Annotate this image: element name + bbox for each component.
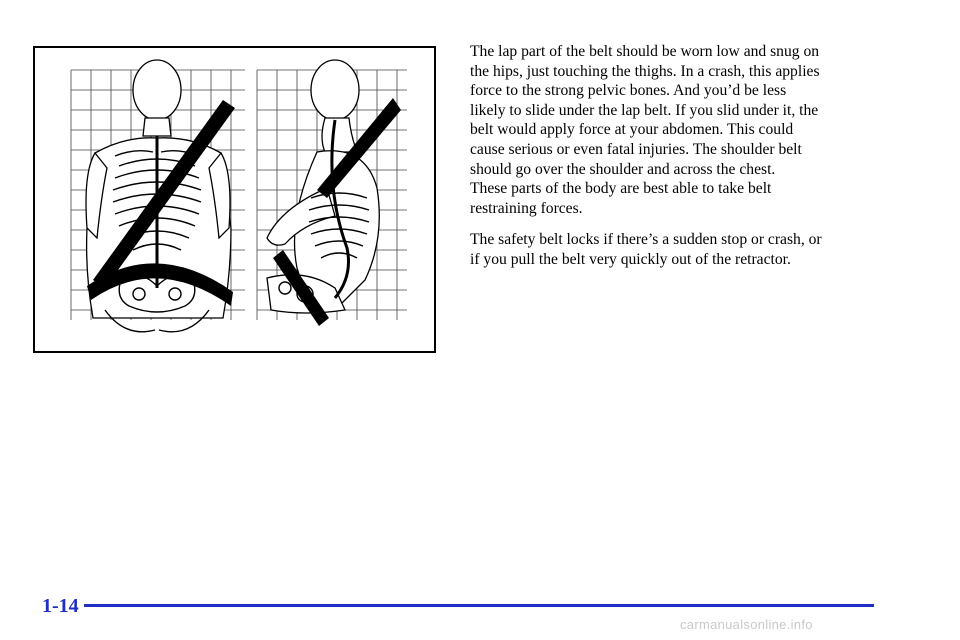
text-line: should go over the shoulder and across the chest. <box>470 160 776 178</box>
seat-belt-illustration <box>33 46 436 353</box>
text-line: cause serious or even fatal injuries. The shoulder belt <box>470 140 802 158</box>
paragraph-lap-belt <box>470 42 880 218</box>
footer-rule <box>84 604 874 607</box>
text-line: the hips, just touching the thighs. In a crash, this applies <box>470 62 820 80</box>
text-line: likely to slide under the lap belt. If you slid under it, the <box>470 101 819 119</box>
text-line: restraining forces. <box>470 199 583 217</box>
seat-belt-skeleton-illustration-icon <box>35 48 434 351</box>
text-line: These parts of the body are best able to take belt <box>470 180 772 198</box>
watermark: carmanualsonline.info <box>680 617 813 632</box>
text-line: if you pull the belt very quickly out of the retractor. <box>470 250 791 268</box>
text-line: belt would apply force at your abdomen. This could <box>470 121 794 139</box>
text-line: force to the strong pelvic bones. And you’d be less <box>470 82 787 100</box>
body-text <box>470 42 880 282</box>
page-number: 1-14 <box>42 595 79 617</box>
text-line: The lap part of the belt should be worn low and snug on <box>470 43 820 60</box>
paragraph-belt-locks <box>470 230 880 269</box>
text-line: The safety belt locks if there’s a sudden stop or crash, or <box>470 231 822 249</box>
